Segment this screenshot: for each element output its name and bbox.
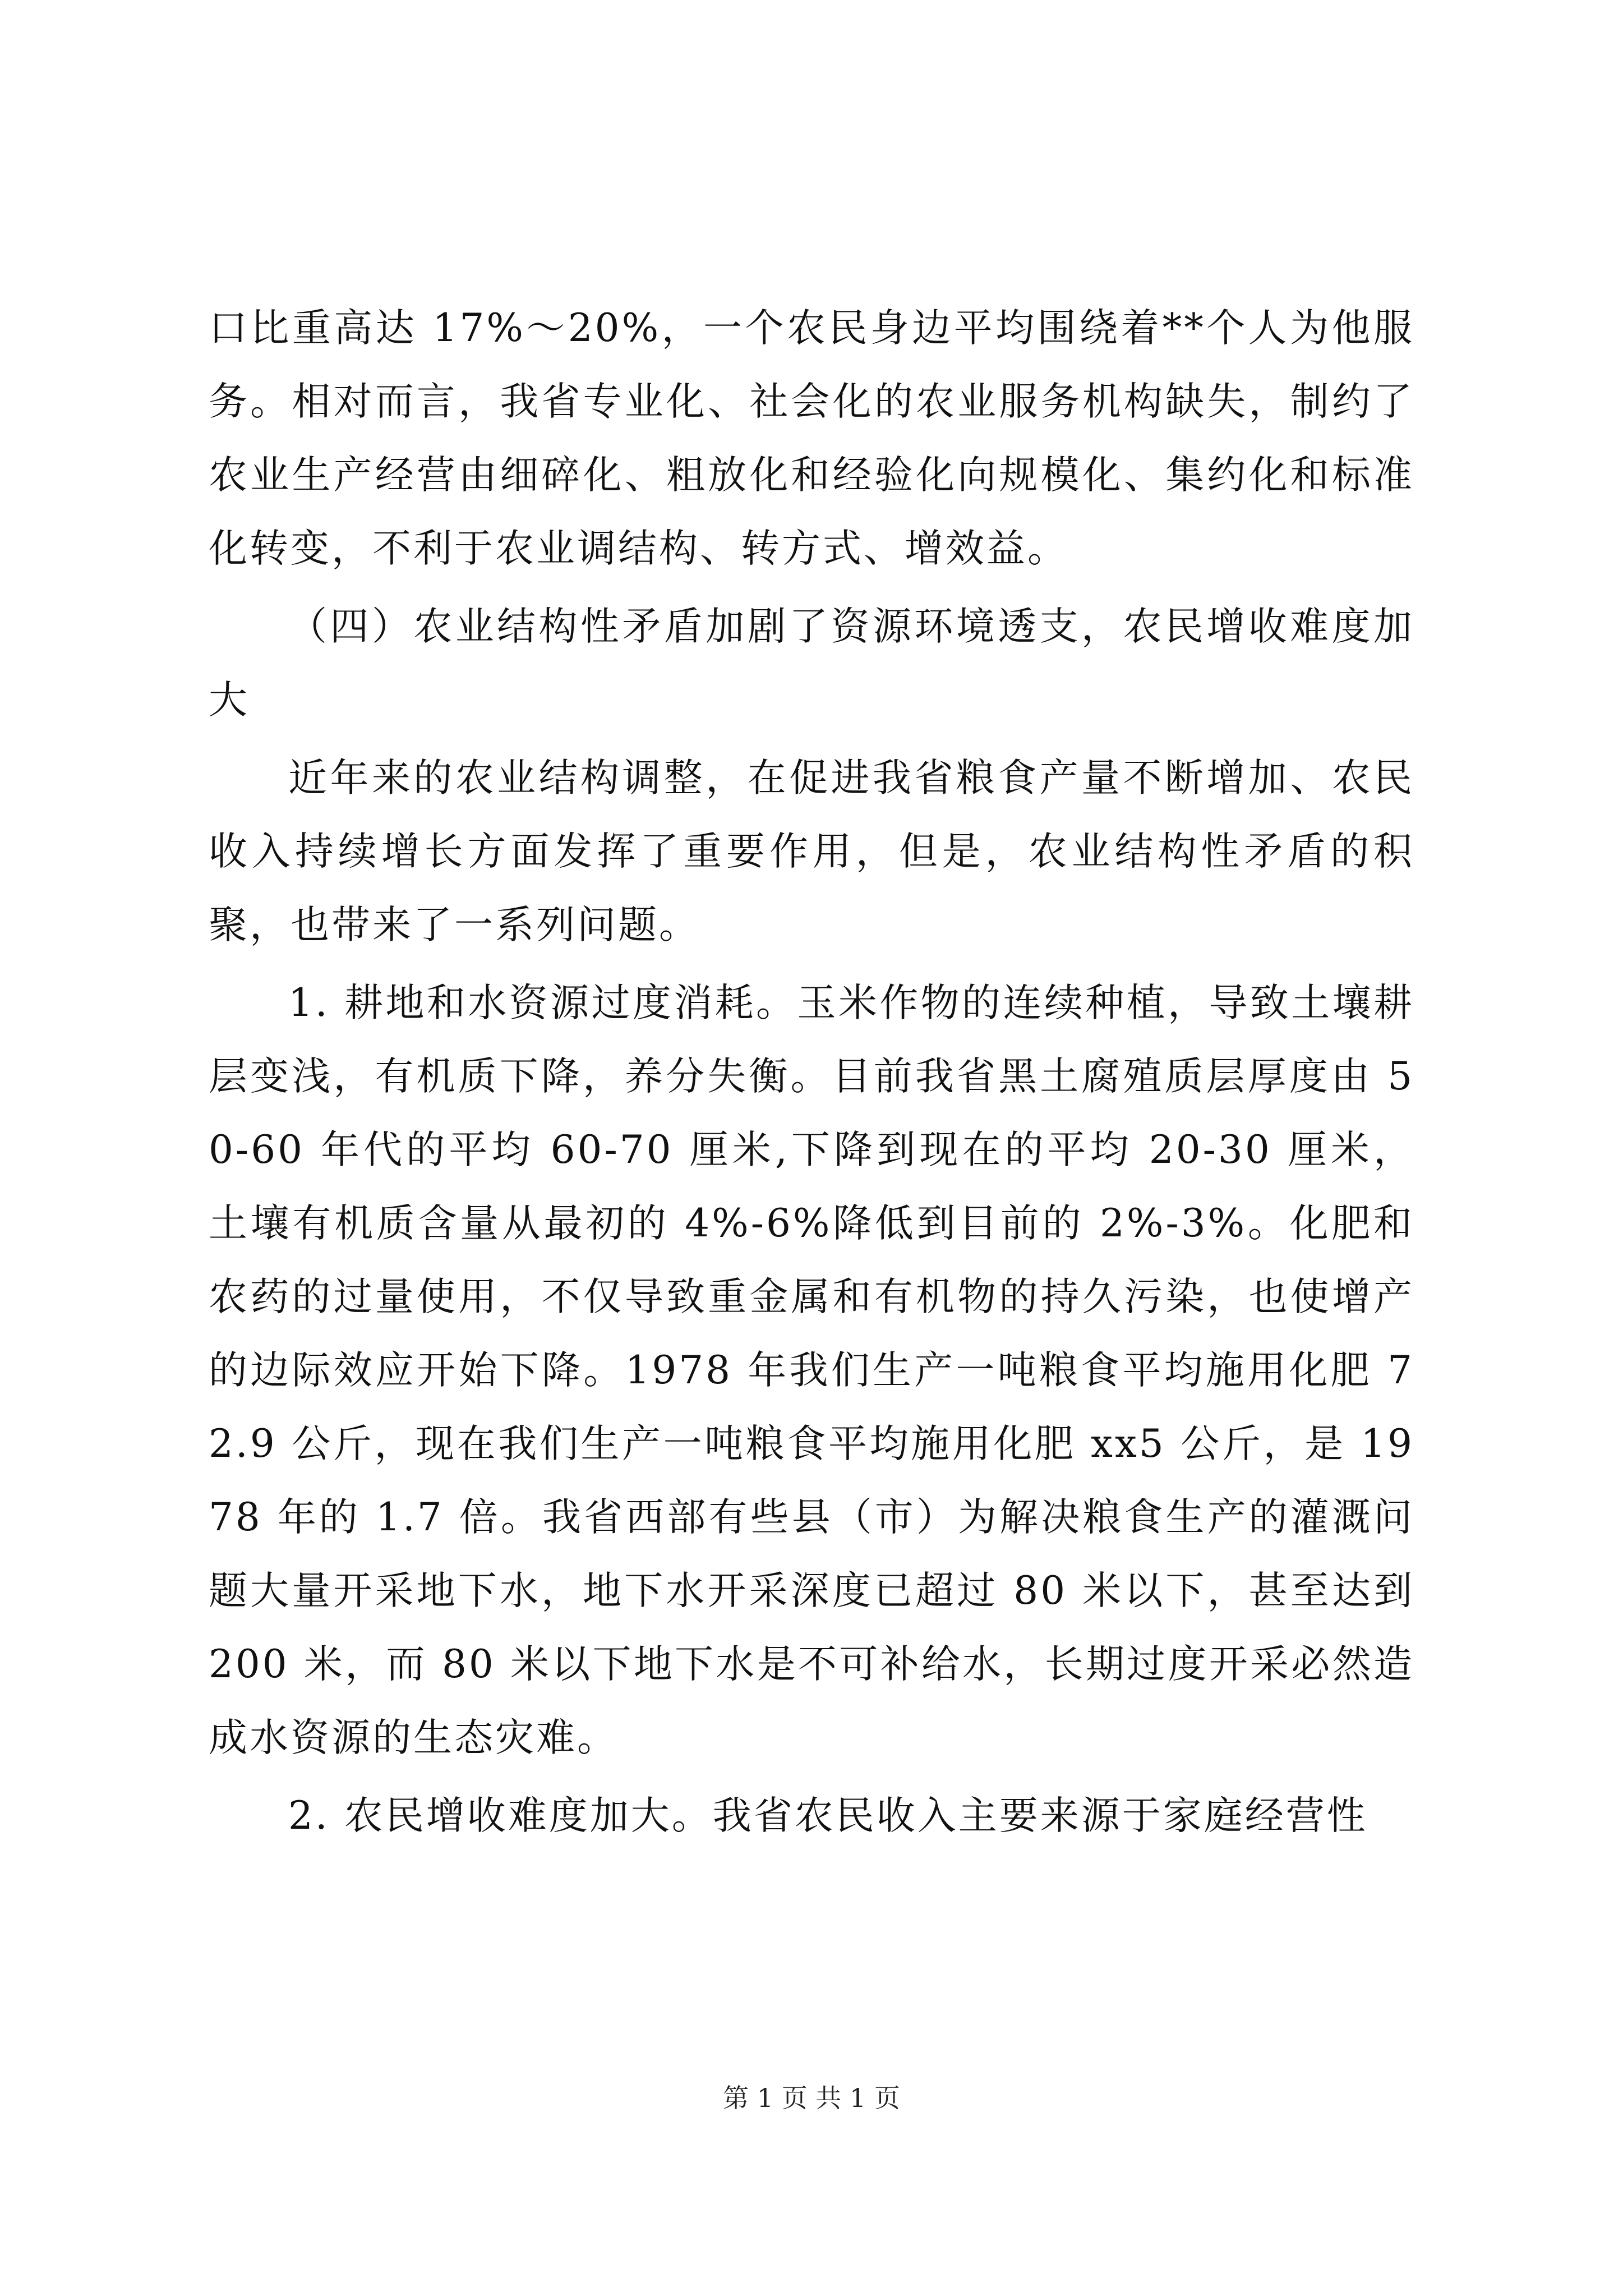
page-footer: 第 1 页 共 1 页 [723, 2083, 900, 2113]
section-heading: （四）农业结构性矛盾加剧了资源环境透支，农民增收难度加大 [209, 604, 1414, 723]
paragraph-intro: 近年来的农业结构调整，在促进我省粮食产量不断增加、农民收入持续增长方面发挥了重要作用，但是，农业结构性矛盾的积聚，也带来了一系列问题。 [209, 756, 1414, 947]
paragraph-continuation: 口比重高达 17%～20%，一个农民身边平均围绕着**个人为他服务。相对而言，我省专业化、社会化的农业服务机构缺失，制约了农业生产经营由细碎化、粗放化和经验化向规模化、集约化和标准化转变，不利于农业调结构、转方式、增效益。 [209, 306, 1414, 571]
paragraph-item-1: 1. 耕地和水资源过度消耗。玉米作物的连续种植，导致土壤耕层变浅，有机质下降，养分失衡。目前我省黑土腐殖质层厚度由 50-60 年代的平均 60-70 厘米,下降到现在的平均 20-30 厘米，土壤有机质含量从最初的 4%-6%降低到目前的 2%-3%。化肥和农药的过量使用，不仅导致重金属和有机物的持久污染，也使增产的边际效应开始下降。1978 年我们生产一吨粮食平均施用化肥 72.9 公斤，现在我们生产一吨粮食平均施用化肥 xx5 公斤，是 1978 年的 1.7 倍。我省西部有些县（市）为解决粮食生产的灌溉问题大量开采地下水，地下水开采深度已超过 80 米以下，甚至达到 200 米，而 80 米以下地下水是不可补给水，长期过度开采必然造成水资源的生态灾难。 [209, 981, 1414, 1760]
document-body [209, 292, 1414, 1853]
paragraph-item-2: 2. 农民增收难度加大。我省农民收入主要来源于家庭经营性 [288, 1793, 1368, 1838]
